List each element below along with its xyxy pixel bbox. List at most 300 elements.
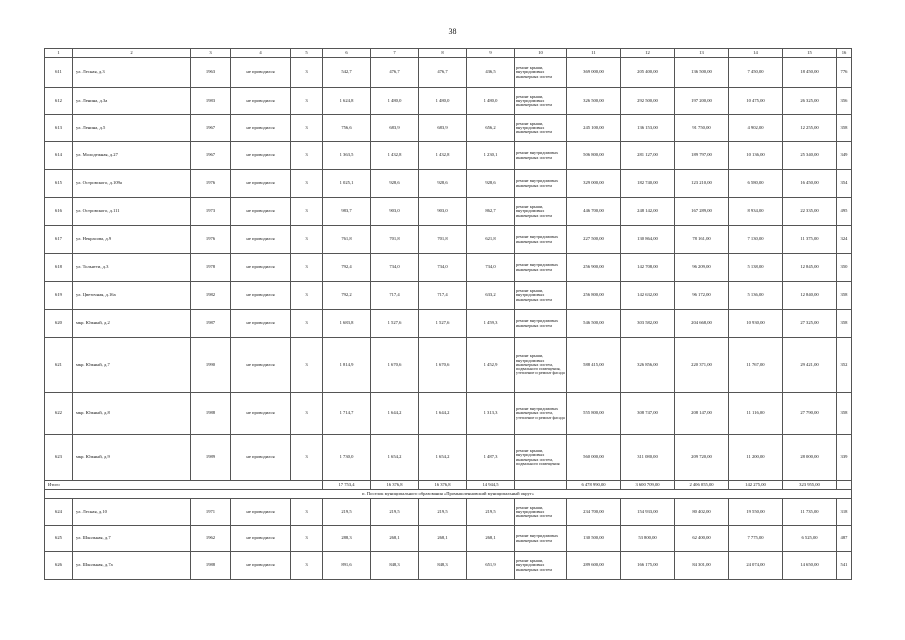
cell-floors: 3 bbox=[291, 115, 323, 142]
cell-s5: 28 000,00 bbox=[783, 435, 837, 481]
total-s4: 142 275,00 bbox=[729, 481, 783, 490]
cell-floors: 3 bbox=[291, 142, 323, 170]
cell-last: 324 bbox=[837, 226, 852, 254]
cell-s4: 4 902,00 bbox=[729, 115, 783, 142]
cell-addr: мкр. Южный, д.9 bbox=[73, 435, 191, 481]
cell-work: ремонт крыши, внутридомовых инженерных систем bbox=[515, 198, 567, 226]
cell-s5: 6 525,00 bbox=[783, 526, 837, 552]
cell-a4: 1 459,3 bbox=[467, 310, 515, 338]
total-empty-last bbox=[837, 481, 852, 490]
cell-last: 349 bbox=[837, 142, 852, 170]
cell-num: 623 bbox=[45, 435, 73, 481]
cell-s3: 96 209,00 bbox=[675, 254, 729, 282]
cell-a4: 928,6 bbox=[467, 170, 515, 198]
cell-status: не проводился bbox=[231, 526, 291, 552]
cell-year: 1989 bbox=[191, 435, 231, 481]
cell-s2: 303 582,00 bbox=[621, 310, 675, 338]
cell-s1: 227 500,00 bbox=[567, 226, 621, 254]
cell-s5: 11 735,00 bbox=[783, 499, 837, 526]
cell-s2: 142 632,00 bbox=[621, 282, 675, 310]
cell-s1: 245 100,00 bbox=[567, 115, 621, 142]
cell-s3: 167 289,00 bbox=[675, 198, 729, 226]
cell-s1: 369 000,00 bbox=[567, 58, 621, 88]
total-s3: 2 406 055,00 bbox=[675, 481, 729, 490]
cell-s4: 7 450,00 bbox=[729, 58, 783, 88]
cell-a2: 1 480,0 bbox=[371, 88, 419, 115]
total-row bbox=[45, 481, 852, 490]
cell-num: 625 bbox=[45, 526, 73, 552]
cell-num: 621 bbox=[45, 338, 73, 393]
cell-s4: 24 074,00 bbox=[729, 552, 783, 580]
cell-work: ремонт крыши, внутридомовых инженерных систем bbox=[515, 88, 567, 115]
cell-s3: 62 400,00 bbox=[675, 526, 729, 552]
column-number-cell: 11 bbox=[567, 49, 621, 58]
table-row bbox=[45, 115, 852, 142]
cell-last: 354 bbox=[837, 170, 852, 198]
cell-s4: 10 136,00 bbox=[729, 142, 783, 170]
cell-last: 352 bbox=[837, 338, 852, 393]
cell-a2: 717,4 bbox=[371, 282, 419, 310]
cell-status: не проводился bbox=[231, 435, 291, 481]
cell-s3: 209 720,00 bbox=[675, 435, 729, 481]
cell-s4: 11 116,00 bbox=[729, 393, 783, 435]
cell-status: не проводился bbox=[231, 226, 291, 254]
cell-a3: 1 480,0 bbox=[419, 88, 467, 115]
cell-a4: 1 230,1 bbox=[467, 142, 515, 170]
cell-s4: 5 136,00 bbox=[729, 282, 783, 310]
cell-a3: 1 654,2 bbox=[419, 435, 467, 481]
cell-num: 620 bbox=[45, 310, 73, 338]
cell-s1: 446 700,00 bbox=[567, 198, 621, 226]
cell-last: 358 bbox=[837, 282, 852, 310]
cell-num: 618 bbox=[45, 254, 73, 282]
column-number-cell: 2 bbox=[73, 49, 191, 58]
cell-addr: мкр. Южный, д.7 bbox=[73, 338, 191, 393]
cell-s2: 182 740,00 bbox=[621, 170, 675, 198]
cell-last: 350 bbox=[837, 254, 852, 282]
table-row bbox=[45, 338, 852, 393]
cell-addr: мкр. Южный, д.2 bbox=[73, 310, 191, 338]
cell-work: ремонт внутридомовых инженерных систем bbox=[515, 254, 567, 282]
cell-status: не проводился bbox=[231, 552, 291, 580]
cell-s4: 7 130,00 bbox=[729, 226, 783, 254]
cell-work: ремонт крыши, внутридомовых инженерных систем, подвального помещения bbox=[515, 435, 567, 481]
cell-last: 339 bbox=[837, 435, 852, 481]
cell-s1: 329 000,00 bbox=[567, 170, 621, 198]
cell-a4: 734,0 bbox=[467, 254, 515, 282]
cell-a3: 734,0 bbox=[419, 254, 467, 282]
cell-s3: 78 161,00 bbox=[675, 226, 729, 254]
cell-num: 611 bbox=[45, 58, 73, 88]
cell-a3: 219,5 bbox=[419, 499, 467, 526]
cell-a4: 1 452,9 bbox=[467, 338, 515, 393]
cell-addr: ул. Лесная, д.10 bbox=[73, 499, 191, 526]
cell-a1: 756,6 bbox=[323, 115, 371, 142]
cell-a3: 1 670,6 bbox=[419, 338, 467, 393]
cell-status: не проводился bbox=[231, 282, 291, 310]
cell-status: не проводился bbox=[231, 88, 291, 115]
cell-s3: 136 500,00 bbox=[675, 58, 729, 88]
cell-a2: 734,0 bbox=[371, 254, 419, 282]
cell-a2: 1 644,2 bbox=[371, 393, 419, 435]
cell-work: ремонт внутридомовых инженерных систем bbox=[515, 142, 567, 170]
cell-num: 614 bbox=[45, 142, 73, 170]
column-number-cell: 4 bbox=[231, 49, 291, 58]
cell-s5: 16 450,00 bbox=[783, 170, 837, 198]
cell-a3: 701,8 bbox=[419, 226, 467, 254]
cell-year: 1988 bbox=[191, 552, 231, 580]
cell-year: 1971 bbox=[191, 499, 231, 526]
cell-work: ремонт крыши, внутридомовых инженерных систем bbox=[515, 115, 567, 142]
cell-s2: 281 127,00 bbox=[621, 142, 675, 170]
cell-num: 619 bbox=[45, 282, 73, 310]
cell-a2: 1 654,2 bbox=[371, 435, 419, 481]
cell-s1: 546 500,00 bbox=[567, 310, 621, 338]
cell-s2: 142 708,00 bbox=[621, 254, 675, 282]
column-number-cell: 13 bbox=[675, 49, 729, 58]
cell-s5: 12 845,00 bbox=[783, 254, 837, 282]
cell-a3: 1 432,8 bbox=[419, 142, 467, 170]
cell-s2: 130 864,00 bbox=[621, 226, 675, 254]
cell-a4: 1 487,3 bbox=[467, 435, 515, 481]
cell-work: ремонт крыши, внутридомовых инженерных систем bbox=[515, 58, 567, 88]
cell-num: 613 bbox=[45, 115, 73, 142]
cell-s4: 8 934,00 bbox=[729, 198, 783, 226]
cell-s1: 506 800,00 bbox=[567, 142, 621, 170]
cell-work: ремонт внутридомовых инженерных систем bbox=[515, 526, 567, 552]
capital-repair-table bbox=[44, 48, 852, 580]
cell-a3: 903,0 bbox=[419, 198, 467, 226]
cell-s1: 130 500,00 bbox=[567, 526, 621, 552]
cell-s2: 326 856,00 bbox=[621, 338, 675, 393]
cell-a1: 792,2 bbox=[323, 282, 371, 310]
cell-addr: ул. Цветочная, д.16а bbox=[73, 282, 191, 310]
cell-num: 626 bbox=[45, 552, 73, 580]
cell-status: не проводился bbox=[231, 338, 291, 393]
cell-last: 358 bbox=[837, 115, 852, 142]
cell-s5: 18 450,00 bbox=[783, 58, 837, 88]
cell-year: 1990 bbox=[191, 338, 231, 393]
cell-floors: 3 bbox=[291, 393, 323, 435]
column-number-cell: 5 bbox=[291, 49, 323, 58]
cell-addr: ул. Молодежная, д.27 bbox=[73, 142, 191, 170]
cell-num: 615 bbox=[45, 170, 73, 198]
cell-a1: 792,4 bbox=[323, 254, 371, 282]
cell-floors: 3 bbox=[291, 552, 323, 580]
cell-s4: 19 550,00 bbox=[729, 499, 783, 526]
cell-num: 624 bbox=[45, 499, 73, 526]
table-row bbox=[45, 254, 852, 282]
cell-a4: 651,9 bbox=[467, 552, 515, 580]
cell-status: не проводился bbox=[231, 170, 291, 198]
cell-status: не проводился bbox=[231, 254, 291, 282]
cell-a2: 1 670,6 bbox=[371, 338, 419, 393]
cell-s3: 96 172,00 bbox=[675, 282, 729, 310]
table-row bbox=[45, 526, 852, 552]
cell-a3: 928,6 bbox=[419, 170, 467, 198]
cell-year: 1988 bbox=[191, 393, 231, 435]
cell-s5: 14 650,00 bbox=[783, 552, 837, 580]
cell-a1: 1 025,1 bbox=[323, 170, 371, 198]
cell-addr: мкр. Южный, д.8 bbox=[73, 393, 191, 435]
total-a4: 14 944,5 bbox=[467, 481, 515, 490]
cell-s4: 10 930,00 bbox=[729, 310, 783, 338]
cell-year: 1976 bbox=[191, 170, 231, 198]
cell-last: 776 bbox=[837, 58, 852, 88]
cell-s5: 25 340,00 bbox=[783, 142, 837, 170]
cell-a4: 1 480,0 bbox=[467, 88, 515, 115]
cell-s3: 91 750,00 bbox=[675, 115, 729, 142]
cell-floors: 3 bbox=[291, 58, 323, 88]
column-number-cell: 8 bbox=[419, 49, 467, 58]
cell-addr: ул. Некрасова, д.9 bbox=[73, 226, 191, 254]
cell-s2: 308 747,00 bbox=[621, 393, 675, 435]
cell-a1: 1 814,9 bbox=[323, 338, 371, 393]
column-number-cell: 14 bbox=[729, 49, 783, 58]
cell-a2: 268,1 bbox=[371, 526, 419, 552]
cell-s3: 208 147,00 bbox=[675, 393, 729, 435]
cell-a1: 1 363,5 bbox=[323, 142, 371, 170]
table-row bbox=[45, 226, 852, 254]
cell-s5: 12 840,00 bbox=[783, 282, 837, 310]
total-a1: 17 753,4 bbox=[323, 481, 371, 490]
cell-a3: 476,7 bbox=[419, 58, 467, 88]
cell-s1: 256 800,00 bbox=[567, 282, 621, 310]
cell-addr: ул. Островского, д.111 bbox=[73, 198, 191, 226]
cell-num: 612 bbox=[45, 88, 73, 115]
cell-a1: 288,3 bbox=[323, 526, 371, 552]
cell-s4: 5 138,00 bbox=[729, 254, 783, 282]
cell-a3: 1 527,6 bbox=[419, 310, 467, 338]
total-s1: 6 478 990,00 bbox=[567, 481, 621, 490]
cell-a1: 983,7 bbox=[323, 198, 371, 226]
cell-s2: 205 400,00 bbox=[621, 58, 675, 88]
column-number-row bbox=[45, 49, 852, 58]
cell-year: 1962 bbox=[191, 526, 231, 552]
page-number: 38 bbox=[448, 27, 457, 36]
cell-s5: 11 375,00 bbox=[783, 226, 837, 254]
total-label: Итого bbox=[45, 481, 323, 490]
table-row bbox=[45, 435, 852, 481]
cell-s3: 197 200,00 bbox=[675, 88, 729, 115]
cell-a4: 621,8 bbox=[467, 226, 515, 254]
cell-status: не проводился bbox=[231, 499, 291, 526]
cell-a3: 848,3 bbox=[419, 552, 467, 580]
cell-a2: 903,0 bbox=[371, 198, 419, 226]
cell-s2: 154 933,00 bbox=[621, 499, 675, 526]
cell-work: ремонт внутридомовых инженерных систем bbox=[515, 310, 567, 338]
cell-a1: 761,8 bbox=[323, 226, 371, 254]
cell-status: не проводился bbox=[231, 115, 291, 142]
cell-a1: 542,7 bbox=[323, 58, 371, 88]
cell-a2: 928,6 bbox=[371, 170, 419, 198]
cell-s1: 555 800,00 bbox=[567, 393, 621, 435]
cell-year: 1967 bbox=[191, 142, 231, 170]
cell-s4: 10 475,00 bbox=[729, 88, 783, 115]
cell-a1: 219,5 bbox=[323, 499, 371, 526]
table-row bbox=[45, 198, 852, 226]
cell-addr: ул. Школьная, д.7а bbox=[73, 552, 191, 580]
cell-floors: 3 bbox=[291, 282, 323, 310]
cell-year: 1963 bbox=[191, 58, 231, 88]
cell-s5: 12 255,00 bbox=[783, 115, 837, 142]
cell-a4: 1 313,3 bbox=[467, 393, 515, 435]
total-s2: 3 600 709,00 bbox=[621, 481, 675, 490]
column-number-cell: 3 bbox=[191, 49, 231, 58]
column-number-cell: 10 bbox=[515, 49, 567, 58]
cell-last: 358 bbox=[837, 393, 852, 435]
cell-s2: 248 142,00 bbox=[621, 198, 675, 226]
cell-s2: 292 500,00 bbox=[621, 88, 675, 115]
total-s5: 323 955,00 bbox=[783, 481, 837, 490]
cell-s2: 136 153,00 bbox=[621, 115, 675, 142]
cell-year: 1983 bbox=[191, 88, 231, 115]
column-number-cell: 16 bbox=[837, 49, 852, 58]
column-number-cell: 6 bbox=[323, 49, 371, 58]
column-number-cell: 7 bbox=[371, 49, 419, 58]
cell-a2: 219,5 bbox=[371, 499, 419, 526]
cell-s4: 11 200,00 bbox=[729, 435, 783, 481]
cell-s1: 256 900,00 bbox=[567, 254, 621, 282]
cell-a1: 891,6 bbox=[323, 552, 371, 580]
table-row bbox=[45, 393, 852, 435]
cell-a4: 268,1 bbox=[467, 526, 515, 552]
table-row bbox=[45, 282, 852, 310]
cell-addr: ул. Лесная, д.3 bbox=[73, 58, 191, 88]
cell-a2: 476,7 bbox=[371, 58, 419, 88]
cell-s2: 166 175,00 bbox=[621, 552, 675, 580]
cell-s1: 560 000,00 bbox=[567, 435, 621, 481]
cell-status: не проводился bbox=[231, 142, 291, 170]
cell-last: 356 bbox=[837, 88, 852, 115]
cell-s1: 234 700,00 bbox=[567, 499, 621, 526]
cell-floors: 3 bbox=[291, 226, 323, 254]
cell-year: 1973 bbox=[191, 198, 231, 226]
cell-work: ремонт внутридомовых инженерных систем, утепление и ремонт фасада bbox=[515, 393, 567, 435]
cell-s3: 220 371,00 bbox=[675, 338, 729, 393]
cell-last: 358 bbox=[837, 310, 852, 338]
cell-s5: 27 325,00 bbox=[783, 310, 837, 338]
cell-s1: 326 500,00 bbox=[567, 88, 621, 115]
cell-floors: 3 bbox=[291, 338, 323, 393]
cell-addr: ул. Ленина, д.3а bbox=[73, 88, 191, 115]
cell-s5: 27 790,00 bbox=[783, 393, 837, 435]
cell-a1: 1 714,7 bbox=[323, 393, 371, 435]
cell-num: 616 bbox=[45, 198, 73, 226]
cell-year: 1967 bbox=[191, 115, 231, 142]
cell-s2: 311 080,00 bbox=[621, 435, 675, 481]
cell-work: ремонт внутридомовых инженерных систем bbox=[515, 226, 567, 254]
cell-s5: 22 335,00 bbox=[783, 198, 837, 226]
total-a2: 16 376,8 bbox=[371, 481, 419, 490]
cell-addr: ул. Школьная, д.7 bbox=[73, 526, 191, 552]
cell-a1: 1 624,8 bbox=[323, 88, 371, 115]
cell-work: ремонт крыши, внутридомовых инженерных систем bbox=[515, 282, 567, 310]
cell-year: 1987 bbox=[191, 310, 231, 338]
cell-a1: 1 730,0 bbox=[323, 435, 371, 481]
cell-s3: 80 402,00 bbox=[675, 499, 729, 526]
cell-status: не проводился bbox=[231, 310, 291, 338]
cell-a3: 1 644,2 bbox=[419, 393, 467, 435]
table-row bbox=[45, 58, 852, 88]
cell-a2: 701,8 bbox=[371, 226, 419, 254]
cell-s3: 84 301,00 bbox=[675, 552, 729, 580]
table-row bbox=[45, 170, 852, 198]
cell-work: ремонт крыши, внутридомовых инженерных систем, подвального помещения, утепление и ремонт фасада bbox=[515, 338, 567, 393]
cell-floors: 3 bbox=[291, 198, 323, 226]
cell-a3: 717,4 bbox=[419, 282, 467, 310]
cell-year: 1978 bbox=[191, 254, 231, 282]
cell-a3: 683,9 bbox=[419, 115, 467, 142]
cell-addr: ул. Тольятти, д.3 bbox=[73, 254, 191, 282]
cell-a2: 848,3 bbox=[371, 552, 419, 580]
cell-a4: 862,7 bbox=[467, 198, 515, 226]
cell-a4: 633,2 bbox=[467, 282, 515, 310]
cell-floors: 3 bbox=[291, 88, 323, 115]
cell-s3: 204 668,00 bbox=[675, 310, 729, 338]
cell-s1: 289 600,00 bbox=[567, 552, 621, 580]
cell-last: 318 bbox=[837, 499, 852, 526]
cell-floors: 3 bbox=[291, 526, 323, 552]
cell-last: 487 bbox=[837, 526, 852, 552]
table-row bbox=[45, 310, 852, 338]
column-number-cell: 1 bbox=[45, 49, 73, 58]
cell-a4: 219,5 bbox=[467, 499, 515, 526]
total-a3: 16 376,8 bbox=[419, 481, 467, 490]
table-row bbox=[45, 499, 852, 526]
cell-s3: 123 210,00 bbox=[675, 170, 729, 198]
cell-work: ремонт внутридомовых инженерных систем bbox=[515, 170, 567, 198]
section-title-row bbox=[45, 490, 852, 499]
cell-floors: 3 bbox=[291, 499, 323, 526]
total-empty-work bbox=[515, 481, 567, 490]
table-row bbox=[45, 142, 852, 170]
cell-floors: 3 bbox=[291, 254, 323, 282]
cell-floors: 3 bbox=[291, 435, 323, 481]
cell-num: 617 bbox=[45, 226, 73, 254]
cell-status: не проводился bbox=[231, 58, 291, 88]
cell-addr: ул. Островского, д.109а bbox=[73, 170, 191, 198]
cell-s5: 26 325,00 bbox=[783, 88, 837, 115]
table-row bbox=[45, 552, 852, 580]
cell-a1: 1 683,8 bbox=[323, 310, 371, 338]
cell-a3: 268,1 bbox=[419, 526, 467, 552]
section-title: п. Поселок муниципального образования «Промышленновский муниципальный округ» bbox=[45, 490, 852, 499]
cell-s2: 53 800,00 bbox=[621, 526, 675, 552]
cell-floors: 3 bbox=[291, 170, 323, 198]
cell-a2: 1 432,8 bbox=[371, 142, 419, 170]
cell-year: 1976 bbox=[191, 226, 231, 254]
cell-last: 495 bbox=[837, 198, 852, 226]
cell-floors: 3 bbox=[291, 310, 323, 338]
table-row bbox=[45, 88, 852, 115]
cell-a2: 1 527,6 bbox=[371, 310, 419, 338]
cell-work: ремонт крыши, внутридомовых инженерных систем bbox=[515, 552, 567, 580]
cell-status: не проводился bbox=[231, 393, 291, 435]
cell-a4: 436,5 bbox=[467, 58, 515, 88]
cell-s5: 29 421,00 bbox=[783, 338, 837, 393]
cell-s3: 189 797,00 bbox=[675, 142, 729, 170]
column-number-cell: 15 bbox=[783, 49, 837, 58]
cell-num: 622 bbox=[45, 393, 73, 435]
column-number-cell: 9 bbox=[467, 49, 515, 58]
column-number-cell: 12 bbox=[621, 49, 675, 58]
cell-addr: ул. Ленина, д.5 bbox=[73, 115, 191, 142]
cell-a4: 656,2 bbox=[467, 115, 515, 142]
cell-work: ремонт крыши, внутридомовых инженерных систем bbox=[515, 499, 567, 526]
cell-status: не проводился bbox=[231, 198, 291, 226]
cell-last: 541 bbox=[837, 552, 852, 580]
